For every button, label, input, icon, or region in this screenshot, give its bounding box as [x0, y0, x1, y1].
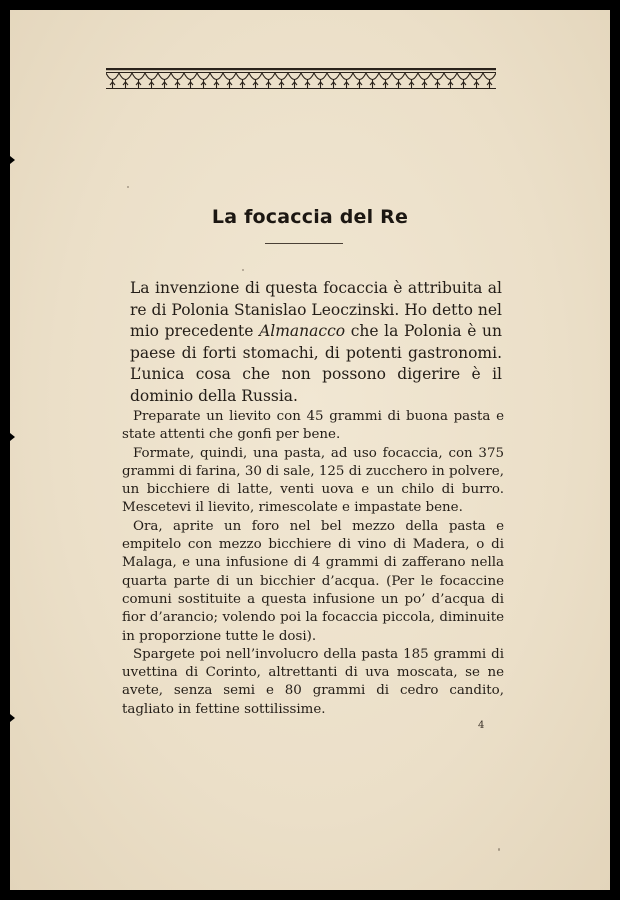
- book-page: [10, 10, 610, 890]
- paper-speck: [242, 269, 244, 271]
- recipe-paragraph: Formate, quindi, una pasta, ad uso focaccia, con 375 grammi di farina, 30 di sale, 125 di zucchero in polvere, un bicchiere di latte, venti uova e un chilo di burro. Mescetevi il lievito, rimescolate e impastate bene.: [122, 445, 504, 516]
- edge-mark: [10, 714, 15, 722]
- recipe-paragraph: Ora, aprite un foro nel bel mezzo della pasta e empitelo con mezzo bicchiere di vino di Madera, o di Malaga, e una infusione di 4 grammi di zafferano nella quarta parte di un bicchier d’acqua. (Per le focaccine comuni sostituite a questa infusione un po’ d’acqua di fior d’arancio; volendo poi la focaccia piccola, diminuite in proporzione tutte le dosi).: [122, 518, 504, 644]
- intro-text-1: La invenzione di questa focaccia è attribuita al re di Polonia Stanislao Leoczinski. Ho detto nel mio precedente: [130, 279, 502, 341]
- intro-italic-title: Almanacco: [259, 322, 346, 341]
- paper-speck: [127, 186, 129, 188]
- page-number: 4: [478, 720, 485, 731]
- recipe-paragraph: Spargete poi nell’involucro della pasta 185 grammi di uvettina di Corinto, altrettanti di uva moscata, se ne avete, senza semi e 80 grammi di cedro candito, tagliato in fettine sottilissime.: [122, 646, 504, 717]
- edge-mark: [10, 433, 15, 441]
- paper-speck: [498, 848, 500, 851]
- recipe-text: [122, 408, 504, 719]
- recipe-paragraph: Preparate un lievito con 45 grammi di buona pasta e state attenti che gonfi per bene.: [122, 409, 504, 443]
- page-title: La focaccia del Re: [211, 206, 409, 228]
- edge-mark: [10, 156, 15, 164]
- title-underline: [265, 243, 343, 244]
- intro-paragraph: [130, 278, 502, 408]
- ornamental-border-icon: [106, 66, 496, 92]
- intro-text-2: che la Polonia è un paese di forti stomachi, di potenti gastronomi. L’unica cosa che non possono digerire è il dominio della Russia.: [130, 322, 502, 405]
